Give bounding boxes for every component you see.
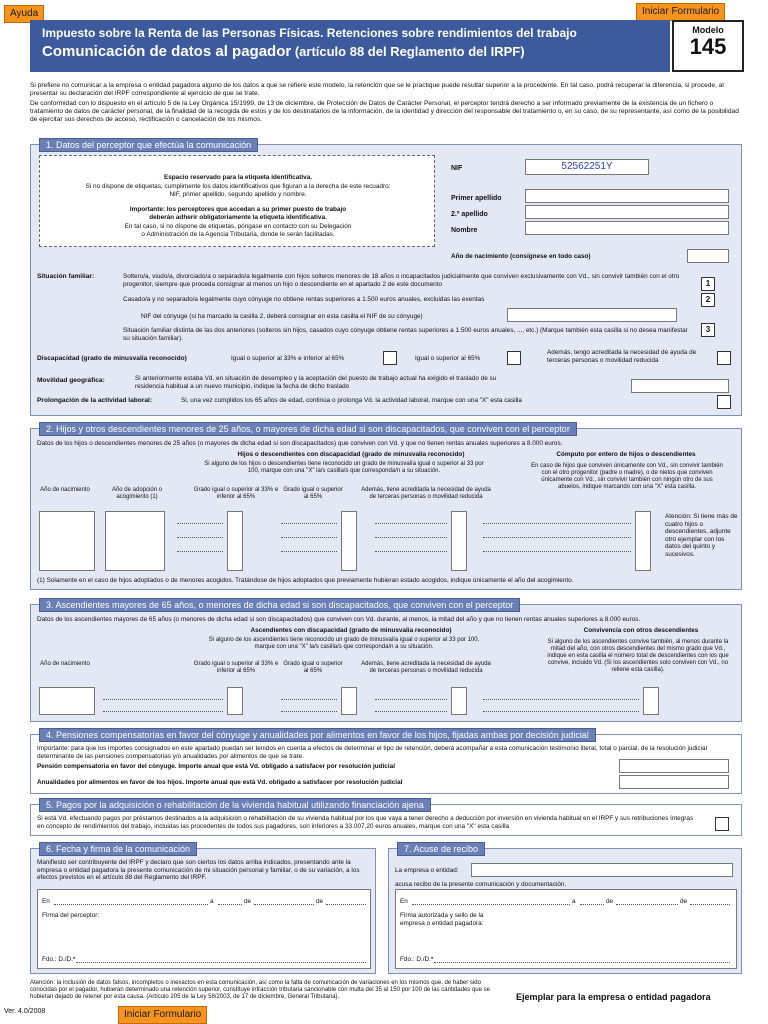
- intro-privacy: De conformidad con lo dispuesto en el artículo 5 de la Ley Orgánica 15/1999, de 13 de diciembre, de Protección de Datos de Carácter Personal, el perceptor tendrá derecho a ser informado previamente de la existencia de un fichero o tratamiento de datos de carácter personal, de la finalidad de la recogida de estos y de los destinatarios de la información, de la identidad y dirección del responsable del tratamiento o, en su caso, de su representante, así como de la posibilidad de ejercitar sus derechos de acceso, rectificación o cancelación de los mismos.: [30, 100, 739, 124]
- housing-loan-checkbox[interactable]: [715, 817, 729, 831]
- company-signature-box[interactable]: En a de de Firma autorizada y sello de la empresa o entidad pagadora: Fdo.: D./D.ª: [395, 889, 737, 969]
- child-adoption-years-column[interactable]: [105, 511, 165, 571]
- label-reserved-area: Espacio reservado para la etiqueta identificativa. Si no dispone de etiquetas, cumplimente los datos identificativos que figuran a la derecha de este recuadro: NIF, primer apellido, segundo apellido y nombre. Importante: los perceptores que accedan a su primer puesto de trabajo deberán adherir obligatoriamente la etiqueta identificativa. En tal caso, si no dispone de etiquetas, póngase en contacto con su Delegación o Administración de la Agencia Tributaria, donde le serán facilitadas.: [39, 155, 435, 247]
- disability-assistance-checkbox[interactable]: [717, 351, 731, 365]
- version-label: Ver. 4.0/2008: [4, 1008, 46, 1015]
- relocation-date-input[interactable]: [631, 379, 729, 393]
- perceptor-signature-box[interactable]: En a de de Firma del perceptor: Fdo.: D./D.ª: [37, 889, 371, 969]
- section-1-title: 1. Datos del perceptor que efectúa la comunicación: [39, 138, 258, 152]
- legal-warning: Atención: la inclusión de datos falsos, incompletos o inexactos en esta comunicación, así como la falta de comunicación de variaciones en los mismos que, de haber sido conocidas por el pagador, hubieran determinado una retención superior, constituye infracción tributaria sancionable con multa del 35 al 150 por 100 de las cantidades que se hubieran dejado de retener por esta causa. (Artículo 205 de la Ley 58/2003, de 17 de diciembre, General Tributaria).: [30, 980, 490, 1000]
- work-extension-checkbox[interactable]: [717, 395, 731, 409]
- family-situation-1-checkbox[interactable]: 1: [701, 277, 715, 291]
- ascendant-birth-years-column[interactable]: [39, 687, 95, 715]
- section-6-signature: 6. Fecha y firma de la comunicación Manifiesto ser contribuyente del IRPF y declaro que son ciertos los datos arriba indicados, presentando ante la empresa o entidad pagadora la presente comunicación de mi situación personal y familiar, o de su variación, a los efectos previstos en el artículo 88 del Reglamento del IRPF. En a de de Firma del perceptor: Fdo.: D./D.ª: [30, 848, 376, 974]
- section-7-title: 7. Acuse de recibo: [397, 842, 485, 856]
- ascendant-disability-33-column[interactable]: [227, 687, 243, 715]
- ascendant-assistance-column[interactable]: [451, 687, 467, 715]
- start-form-button-bottom[interactable]: Iniciar Formulario: [118, 1006, 207, 1024]
- section-2-attention: Atención: Si tiene más de cuatro hijos o descendientes, adjunte otro ejemplar con los datos del quinto y sucesivos.: [665, 513, 738, 558]
- family-situation-2-checkbox[interactable]: 2: [701, 293, 715, 307]
- child-disability-33-column[interactable]: [227, 511, 243, 571]
- section-6-title: 6. Fecha y firma de la comunicación: [39, 842, 197, 856]
- help-button[interactable]: Ayuda: [4, 5, 44, 23]
- copy-label: Ejemplar para la empresa o entidad pagadora: [516, 992, 711, 1002]
- spouse-pension-input[interactable]: [619, 759, 729, 773]
- section-3-title: 3. Ascendientes mayores de 65 años, o menores de dicha edad si son discapacitados, que conviven con el perceptor: [39, 598, 520, 612]
- name-input[interactable]: [525, 221, 729, 235]
- section-1-perceptor: 1. Datos del perceptor que efectúa la comunicación Espacio reservado para la etiqueta identificativa. Si no dispone de etiquetas, cumplimente los datos identificativos que figuran a la derecha de este recuadro: NIF, primer apellido, segundo apellido y nombre. Importante: los perceptores que accedan a su primer puesto de trabajo deberán adherir obligatoriamente la etiqueta identificativa. En tal caso, si no dispone de etiquetas, póngase en contacto con su Delegación o Administración de la Agencia Tributaria, donde le serán facilitadas. NIF 52562251Y Primer apellido 2.º apellido Nombre Año de nacimiento (consígnese en todo caso) Situación familiar: Soltero/a, viudo/a, divorciado/a o separado/a legalmente con hijos solteros menores de 18 años o incapacitados judicialmente que conviven exclusivamente con Vd., sin convivir también con el otro progenitor, siempre que proceda consignar al menos un hijo o descendiente en el apartado 2 de este documento 1 Casado/a y no separado/a legalmente cuyo cónyuge no obtiene rentas superiores a 1.500 euros anuales, excluidas las exentas 2 NIF del cónyuge (si ha marcado la casilla 2, deberá consignar en esta casilla el NIF de su cónyuge) Situación familiar distinta de las dos anteriores (solteros sin hijos, casados cuyo cónyuge obtiene rentas superiores a 1.500 euros anuales, ..., etc.) (Marque también esta casilla si no desea manifestar su situación familiar). 3 Discapacidad (grado de minusvalía reconocido) Igual o superior al 33% e inferior al 65% Igual o superior al 65% Además, tengo acreditada la necesidad de ayuda de terceras personas o movilidad reducida Movilidad geográfica: Si anteriormente estaba Vd. en situación de desempleo y la aceptación del puesto de trabajo actual ha exigido el traslado de su residencia habitual a un nuevo municipio, indique la fecha de dicho traslado Prolongación de la actividad laboral: Si, una vez cumplidos los 65 años de edad, continúa o prolonga Vd. la actividad laboral, marque con una "X" esta casilla: [30, 144, 742, 416]
- child-alimony-input[interactable]: [619, 775, 729, 789]
- child-birth-years-column[interactable]: [39, 511, 95, 571]
- form-title-banner: [30, 20, 670, 72]
- nif-input[interactable]: 52562251Y: [525, 159, 649, 175]
- intro-warning: Si prefiere no comunicar a la empresa o entidad pagadora alguno de los datos a que se refiere este modelo, la retención que se le practique puede resultar superior a la procedente. En tal caso, podrá recuperar la diferencia, si procede, al presentar su declaración del IRPF correspondiente al ejercicio de que se trate.: [30, 82, 724, 98]
- start-form-button-top[interactable]: Iniciar Formulario: [636, 3, 725, 21]
- spouse-nif-input[interactable]: [507, 308, 677, 322]
- form-title-line2: Comunicación de datos al pagador (artículo 88 del Reglamento del IRPF): [42, 43, 525, 60]
- child-disability-65-column[interactable]: [341, 511, 357, 571]
- child-full-count-column[interactable]: [635, 511, 651, 571]
- section-7-receipt: 7. Acuse de recibo La empresa o entidad: acusa recibo de la presente comunicación y documentación. En a de de Firma autorizada y sello de la empresa o entidad pagadora: Fdo.: D./D.ª: [388, 848, 742, 974]
- section-5-title: 5. Pagos por la adquisición o rehabilitación de la vivienda habitual utilizando financiación ajena: [39, 798, 431, 812]
- section-2-title: 2. Hijos y otros descendientes menores de 25 años, o mayores de dicha edad si son discapacitados, que conviven con el perceptor: [39, 422, 577, 436]
- ascendant-cohabitation-column[interactable]: [643, 687, 659, 715]
- first-surname-input[interactable]: [525, 189, 729, 203]
- section-4-pensions: 4. Pensiones compensatorias en favor del cónyuge y anualidades por alimentos en favor de los hijos, fijadas ambas por decisión judicial Importante: para que los importes consignados en este apartado puedan ser tenidos en cuenta a efectos de determinar el tipo de retención, deberá acompañar a esta comunicación testimonio literal, total o parcial, de la resolución judicial determinante de las pensiones compensatorias y/o anualidades por alimentos de que se trate. Pensión compensatoria en favor del cónyuge. Importe anual que está Vd. obligado a satisfacer por resolución judicial Anualidades por alimentos en favor de los hijos. Importe anual que está Vd. obligado a satisfacer por resolución judicial: [30, 734, 742, 794]
- modelo-badge: Modelo 145: [672, 20, 744, 72]
- section-3-ascendants: 3. Ascendientes mayores de 65 años, o menores de dicha edad si son discapacitados, que conviven con el perceptor Datos de los ascendientes mayores de 65 años (o menores de dicha edad si son discapacitados) que conviven con Vd. durante, al menos, la mitad del año y que no tienen rentas anuales superiores a 8.000 euros. Ascendientes con discapacidad (grado de minusvalía reconocido) Convivencia con otros descendientes Si alguno de los ascendientes tiene reconocido un grado de minusvalía igual o superior al 33 por 100, marque con una "X" la/s casilla/s que corresponda/n a su situación. Año de nacimiento Grado igual o superior al 33% e inferior al 65% Grado igual o superior al 65% Además, tiene acreditada la necesidad de ayuda de terceras personas o movilidad reducida Si alguno de los ascendientes convive también, al menos durante la mitad del año, con otros descendientes del mismo grado que Vd., indique en esta casilla el número total de descendientes con los que convive, incluido Vd. (Si los ascendientes solo conviven con Vd., no rellene esta casilla).: [30, 604, 742, 722]
- child-assistance-column[interactable]: [451, 511, 467, 571]
- section-4-title: 4. Pensiones compensatorias en favor del cónyuge y anualidades por alimentos en favor de los hijos, fijadas ambas por decisión judicial: [39, 728, 596, 742]
- disability-65-checkbox[interactable]: [507, 351, 521, 365]
- form-title-line1: Impuesto sobre la Renta de las Personas Físicas. Retenciones sobre rendimientos del trabajo: [42, 26, 577, 40]
- birth-year-input[interactable]: [687, 249, 729, 263]
- company-name-input[interactable]: [471, 863, 733, 877]
- ascendant-disability-65-column[interactable]: [341, 687, 357, 715]
- disability-33-65-checkbox[interactable]: [383, 351, 397, 365]
- second-surname-input[interactable]: [525, 205, 729, 219]
- family-situation-3-checkbox[interactable]: 3: [701, 323, 715, 337]
- section-2-descendants: 2. Hijos y otros descendientes menores de 25 años, o mayores de dicha edad si son discapacitados, que conviven con el perceptor Datos de los hijos o descendientes menores de 25 años (o mayores de dicha edad si son discapacitados) que conviven con Vd. y que no tienen rentas anuales superiores a 8.000 euros. Hijos o descendientes con discapacidad (grado de minusvalía reconocido) Cómputo por entero de hijos o descendientes Si alguno de los hijos o descendientes tiene reconocido un grado de minusvalía igual o superior al 33 por 100, marque con una "X" la/s casilla/s que corresponda/n a su situación. Año de nacimiento Año de adopción o acogimiento (1) Grado igual o superior al 33% e inferior al 65% Grado igual o superior al 65% Además, tiene acreditada la necesidad de ayuda de terceras personas o movilidad reducida En caso de hijos que conviven únicamente con Vd., sin convivir también con el otro progenitor (padre o madre), o de nietos que conviven únicamente con Vd., sin convivir también con ningún otro de sus abuelos, indique marcando con una "X" esta casilla. Atención: Si tiene más de cuatro hijos o descendientes, adjunte otro ejemplar con los datos del quinto y sucesivos. (1) Solamente en el caso de hijos adoptados o de menores acogidos. Tratándose de hijos adoptados que previamente hubieran estado acogidos, indique únicamente el año del acogimiento.: [30, 428, 742, 590]
- section-5-housing: 5. Pagos por la adquisición o rehabilitación de la vivienda habitual utilizando financiación ajena Si está Vd. efectuando pagos por préstamos destinados a la adquisición o rehabilitación de su vivienda habitual por los que vaya a tener derecho a deducción por inversión en vivienda habitual en el IRPF y sus retribuciones íntegras en concepto de rendimientos del trabajo, incluidas las procedentes de todos sus pagadores, son inferiores a 33.007,20 euros anuales, marque con una "X" esta casilla: [30, 804, 742, 836]
